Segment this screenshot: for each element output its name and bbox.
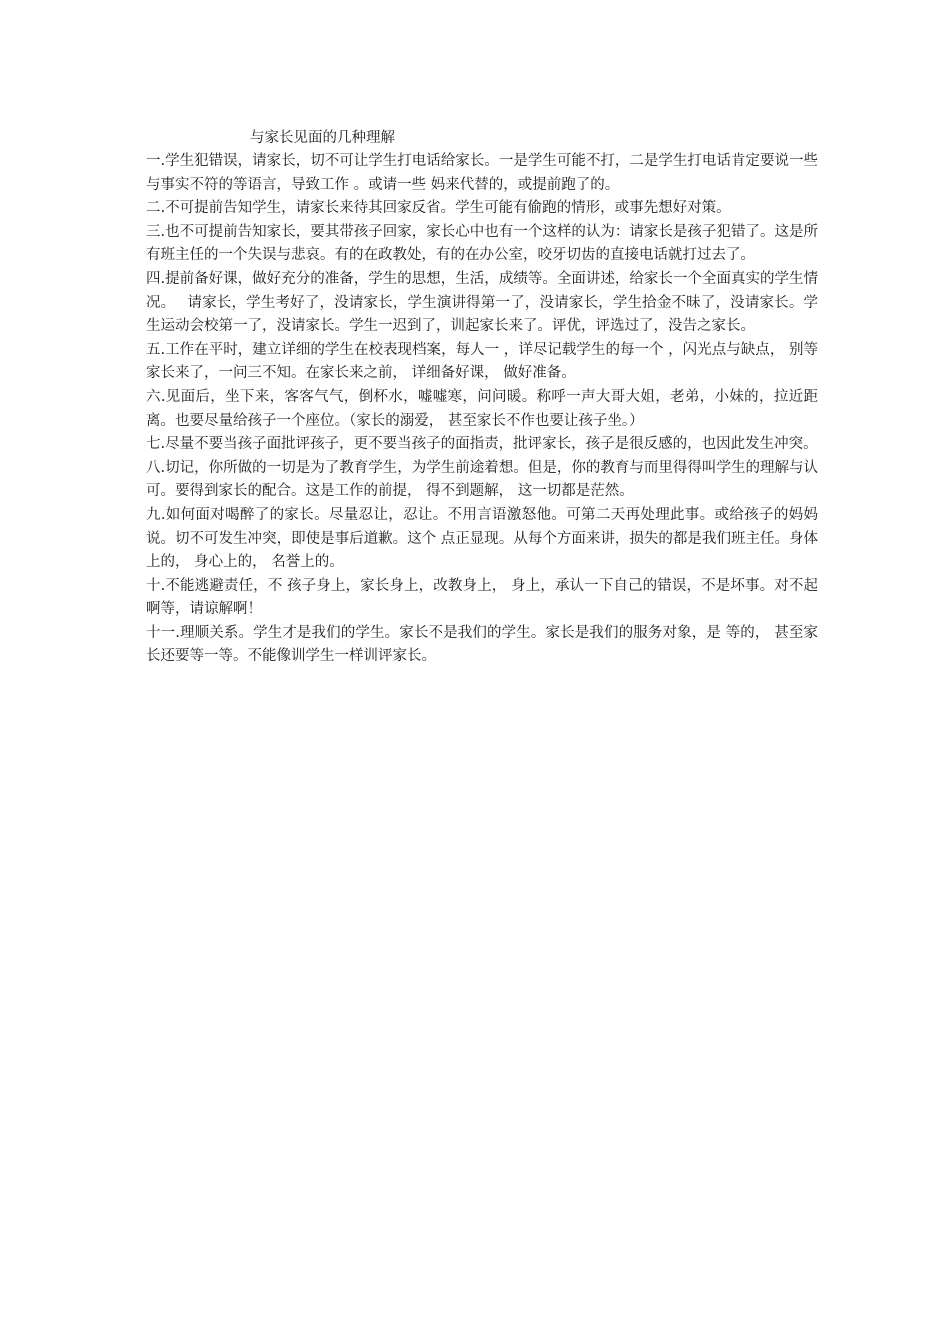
paragraph-10: 十.不能逃避责任，不 孩子身上，家长身上，改教身上， 身上，承认一下自己的错误，不是坏事。对不起啊等，请谅解啊！ bbox=[146, 577, 818, 618]
paragraph-9: 九.如何面对喝醉了的家长。尽量忍让，忍让。不用言语激怒他。可第二天再处理此事。或给孩子的妈妈说。切不可发生冲突，即使是事后道歉。这个 点正显现。从每个方面来讲，损失的都是我们班主任。身体上的， 身心上的， 名誉上的。 bbox=[146, 506, 818, 571]
paragraph-1: 一.学生犯错误，请家长，切不可让学生打电话给家长。一是学生可能不打，二是学生打电话肯定要说一些与事实不符的等语言，导致工作 。或请一些 妈来代替的，或提前跑了的。 bbox=[146, 153, 818, 193]
paragraph-5: 五.工作在平时，建立详细的学生在校表现档案，每人一 ，详尽记载学生的每一个 ，闪光点与缺点， 别等家长来了，一问三不知。在家长来之前， 详细备好课， 做好准备。 bbox=[146, 341, 818, 382]
paragraph-8: 八.切记，你所做的一切是为了教育学生，为学生前途着想。但是，你的教育与而里得得叫学生的理解与认可。要得到家长的配合。这是工作的前提， 得不到题解， 这一切都是茫然。 bbox=[146, 459, 818, 500]
paragraph-3: 三.也不可提前告知家长，要其带孩子回家，家长心中也有一个这样的认为：请家长是孩子犯错了。这是所有班主任的一个失误与悲哀。有的在政教处，有的在办公室，咬牙切齿的直接电话就打过去了。 bbox=[146, 223, 818, 264]
document-title: 与家长见面的几种理解 bbox=[250, 130, 395, 146]
paragraph-4: 四.提前备好课，做好充分的准备，学生的思想，生活，成绩等。全面讲述，给家长一个全面真实的学生情况。 请家长，学生考好了，没请家长，学生演讲得第一了，没请家长，学生拾金不昧了，没请家长。学生运动会校第一了，没请家长。学生一迟到了，训起家长来了。评优，评选过了，没告之家长。 bbox=[146, 270, 818, 335]
paragraph-11: 十一.理顺关系。学生才是我们的学生。家长不是我们的学生。家长是我们的服务对象，是 等的， 甚至家长还要等一等。不能像训学生一样训评家长。 bbox=[146, 624, 818, 665]
paragraph-2: 二.不可提前告知学生，请家长来待其回家反省。学生可能有偷跑的情形，或事先想好对策。 bbox=[146, 200, 731, 217]
paragraph-7: 七.尽量不要当孩子面批评孩子，更不要当孩子的面指责，批评家长，孩子是很反感的，也因此发生冲突。 bbox=[146, 436, 818, 453]
paragraph-6: 六.见面后，坐下来，客客气气，倒杯水，嘘嘘寒，问问暖。称呼一声大哥大姐，老弟，小妹的，拉近距离。也要尽量给孩子一个座位。（家长的溺爱， 甚至家长不作也要让孩子坐。） bbox=[146, 388, 818, 429]
document-body bbox=[146, 150, 818, 669]
